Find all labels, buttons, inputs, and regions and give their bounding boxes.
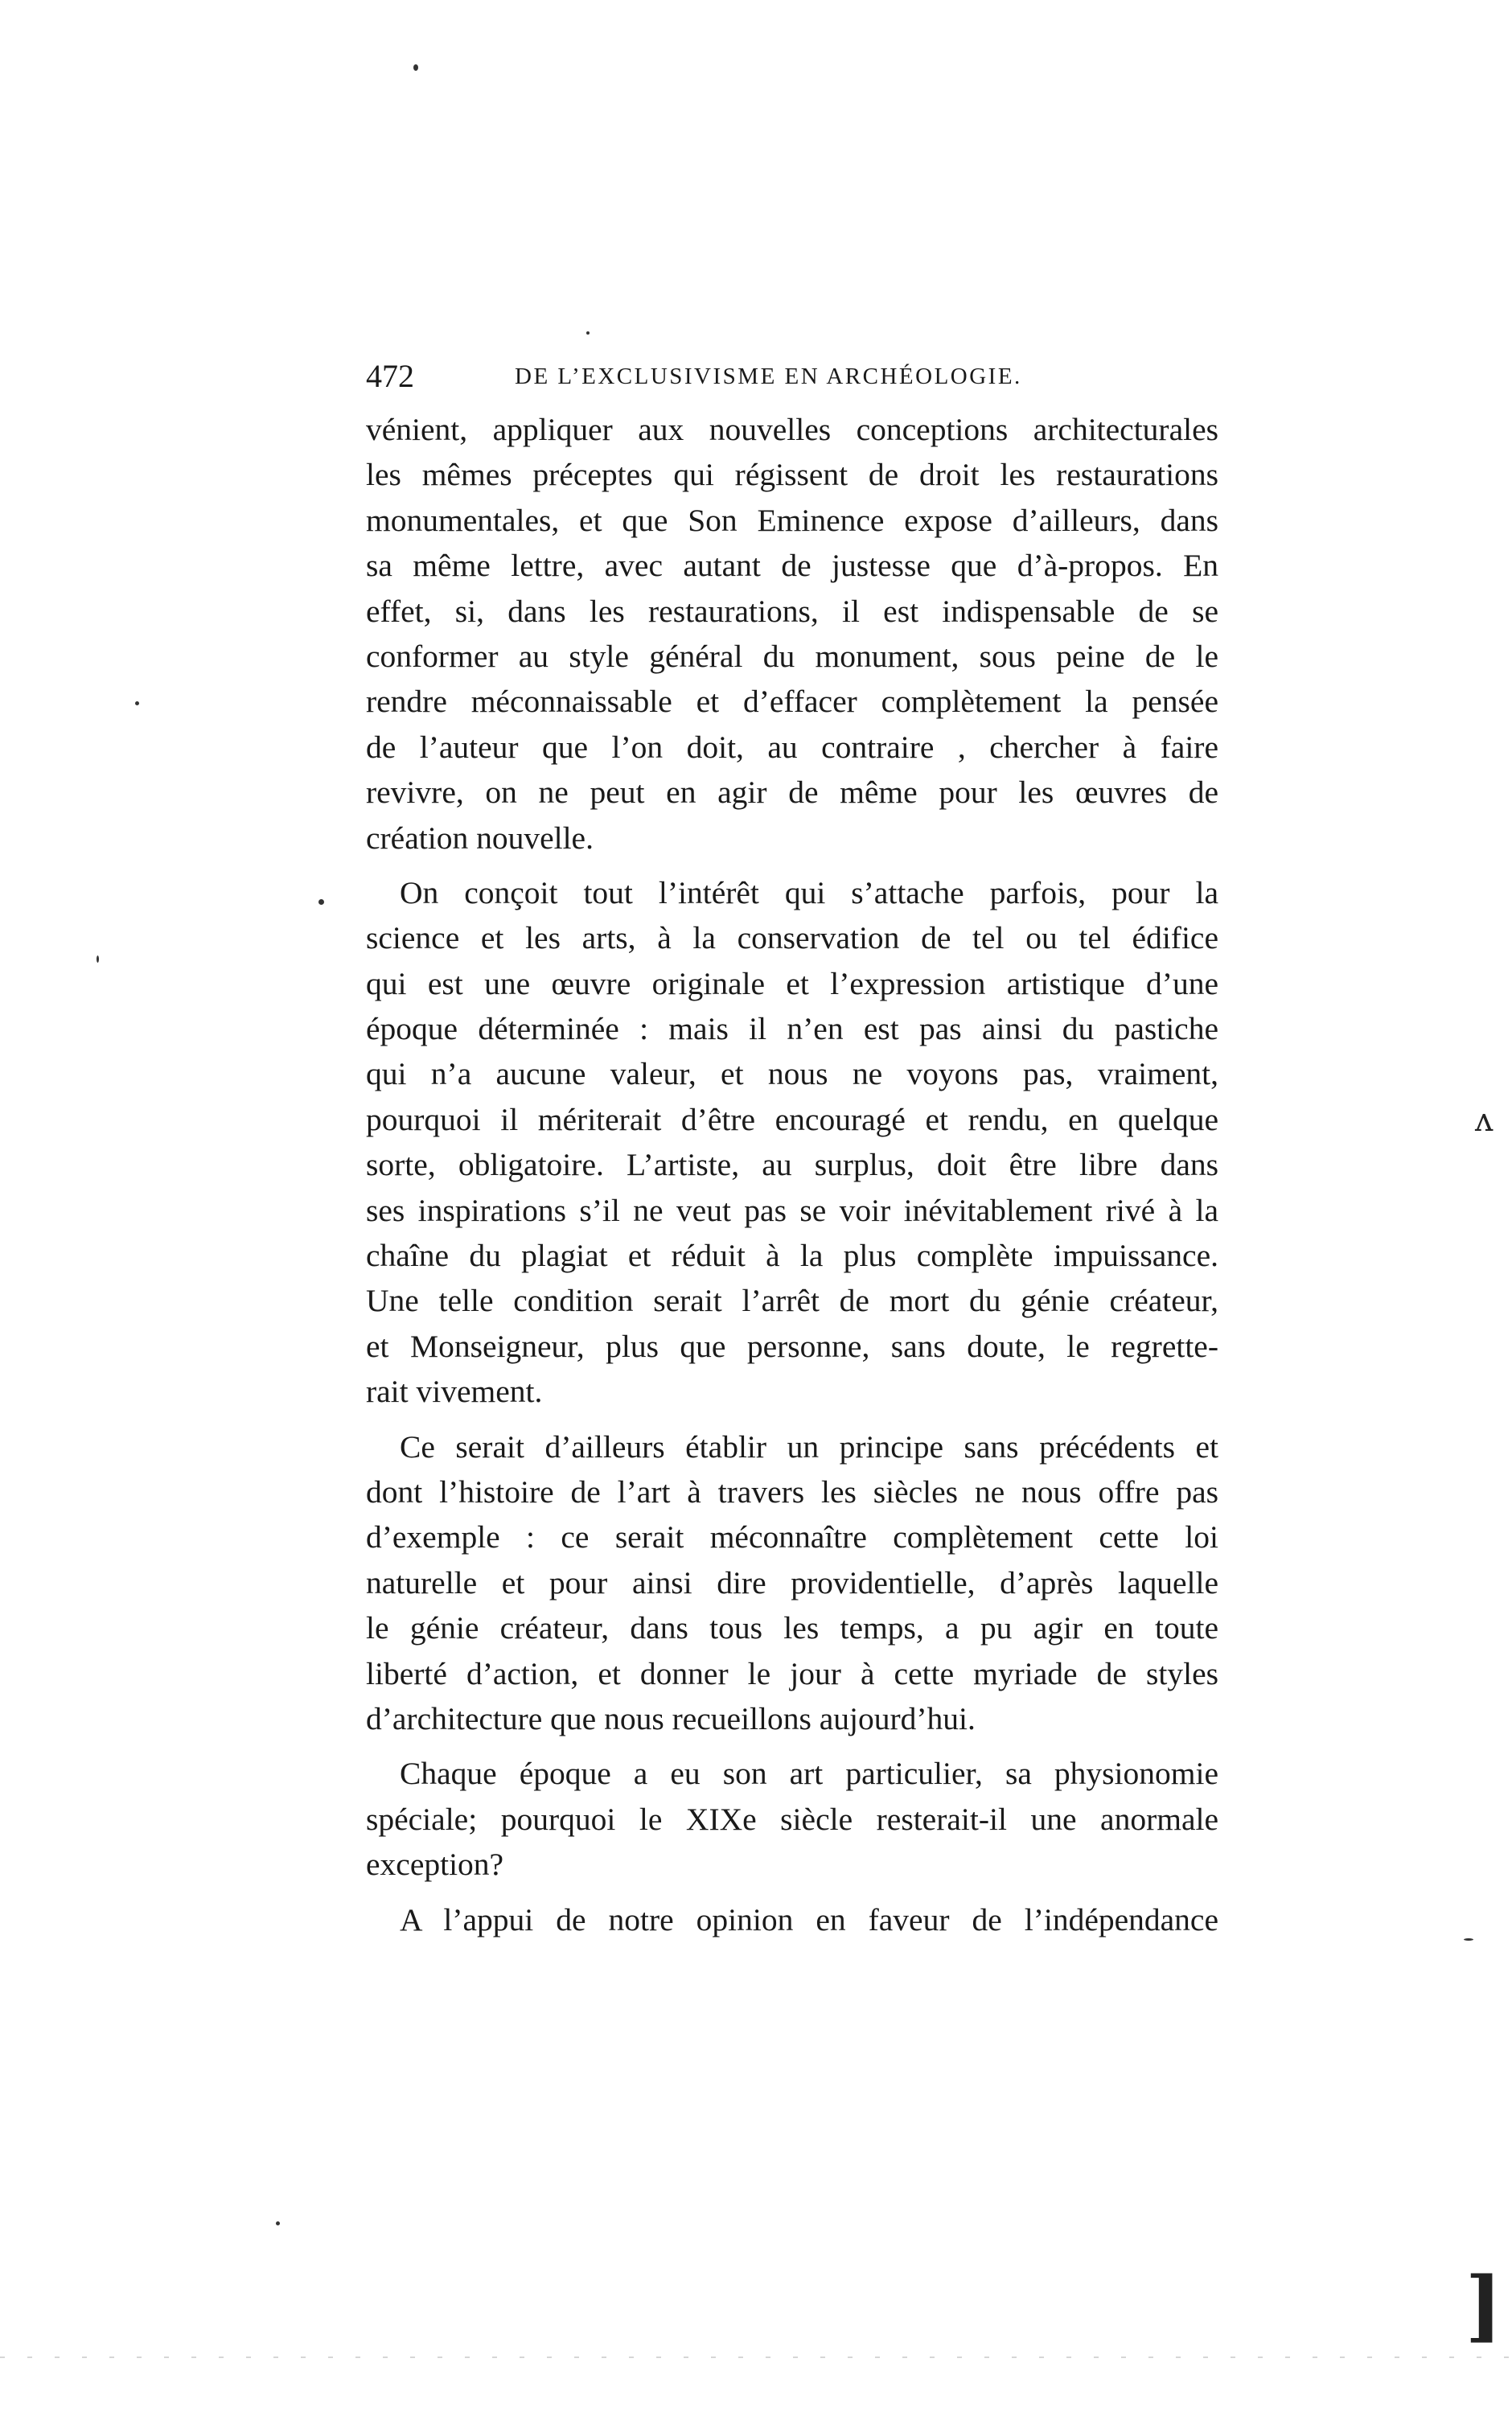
margin-bracket-right: ]	[1465, 2260, 1502, 2351]
text-line: science et les arts, à la conservation de tel ou tel édifice	[366, 920, 1218, 956]
text-line: liberté d’action, et donner le jour à cette myriade de styles	[366, 1655, 1218, 1691]
text-line: création nouvelle.	[366, 820, 594, 856]
text-line: conformer au style général du monument, sous peine de le	[366, 638, 1218, 674]
paragraph	[366, 407, 1218, 861]
paragraph	[366, 1897, 1218, 1942]
text-line: On conçoit tout l’intérêt qui s’attache parfois, pour la	[400, 874, 1218, 910]
text-line: A l’appui de notre opinion en faveur de l’indépendance	[400, 1901, 1218, 1937]
text-line: ses inspirations s’il ne veut pas se voir inévitablement rivé à la	[366, 1192, 1218, 1228]
scan-speck	[586, 331, 590, 335]
text-line: monumentales, et que Son Eminence expose d’ailleurs, dans	[366, 502, 1218, 538]
text-line: chaîne du plagiat et réduit à la plus complète impuissance.	[366, 1238, 1218, 1274]
text-line: rait vivement.	[366, 1374, 543, 1410]
text-line: qui n’a aucune valeur, et nous ne voyons pas, vraiment,	[366, 1056, 1218, 1092]
text-line: d’exemple : ce serait méconnaître complètement cette loi	[366, 1519, 1218, 1555]
text-line: pourquoi il mériterait d’être encouragé et rendu, en quelque	[366, 1101, 1218, 1137]
text-line: spéciale; pourquoi le XIXe siècle resterait-il une anormale	[366, 1801, 1218, 1837]
body-text	[366, 407, 1218, 1942]
text-line: Chaque époque a eu son art particulier, sa physionomie	[400, 1756, 1218, 1792]
text-line: le génie créateur, dans tous les temps, a pu agir en toute	[366, 1610, 1218, 1646]
text-line: effet, si, dans les restaurations, il est indispensable de se	[366, 593, 1218, 629]
text-line: rendre méconnaissable et d’effacer complètement la pensée	[366, 684, 1218, 720]
text-line: qui est une œuvre originale et l’expression artistique d’une	[366, 965, 1218, 1001]
scan-speck	[135, 701, 139, 705]
paragraph	[366, 1424, 1218, 1742]
scan-speck	[318, 899, 324, 905]
text-line: dont l’histoire de l’art à travers les siècles ne nous offre pas	[366, 1473, 1218, 1510]
text-line: époque déterminée : mais il n’en est pas ainsi du pastiche	[366, 1011, 1218, 1047]
text-line: et Monseigneur, plus que personne, sans doute, le regrette-	[366, 1328, 1218, 1364]
text-line: sa même lettre, avec autant de justesse que d’à-propos. En	[366, 548, 1218, 584]
running-header	[366, 352, 1218, 401]
text-line: revivre, on ne peut en agir de même pour les œuvres de	[366, 775, 1218, 811]
paragraph	[366, 870, 1218, 1415]
scan-speck	[413, 64, 418, 71]
text-line: sorte, obligatoire. L’artiste, au surplus, doit être libre dans	[366, 1147, 1218, 1183]
paragraph	[366, 1751, 1218, 1887]
text-line: vénient, appliquer aux nouvelles conceptions architecturales	[366, 412, 1218, 447]
scan-speck	[1464, 1938, 1473, 1941]
text-line: Une telle condition serait l’arrêt de mort du génie créateur,	[366, 1283, 1218, 1319]
margin-mark-right: ʌ	[1475, 1102, 1494, 1139]
text-line: de l’auteur que l’on doit, au contraire , chercher à faire	[366, 729, 1218, 765]
scan-speck	[97, 955, 99, 963]
scan-bottom-edge	[0, 2357, 1512, 2358]
text-line: naturelle et pour ainsi dire providentielle, d’après laquelle	[366, 1564, 1218, 1600]
page-number: 472	[366, 358, 414, 394]
text-line: d’architecture que nous recueillons aujourd’hui.	[366, 1700, 976, 1736]
text-line: Ce serait d’ailleurs établir un principe sans précédents et	[400, 1428, 1218, 1465]
scan-speck	[276, 2221, 280, 2225]
running-title: DE L’EXCLUSIVISME EN ARCHÉOLOGIE.	[515, 364, 1022, 389]
text-line: exception?	[366, 1847, 504, 1883]
text-line: les mêmes préceptes qui régissent de droit les restaurations	[366, 457, 1218, 493]
